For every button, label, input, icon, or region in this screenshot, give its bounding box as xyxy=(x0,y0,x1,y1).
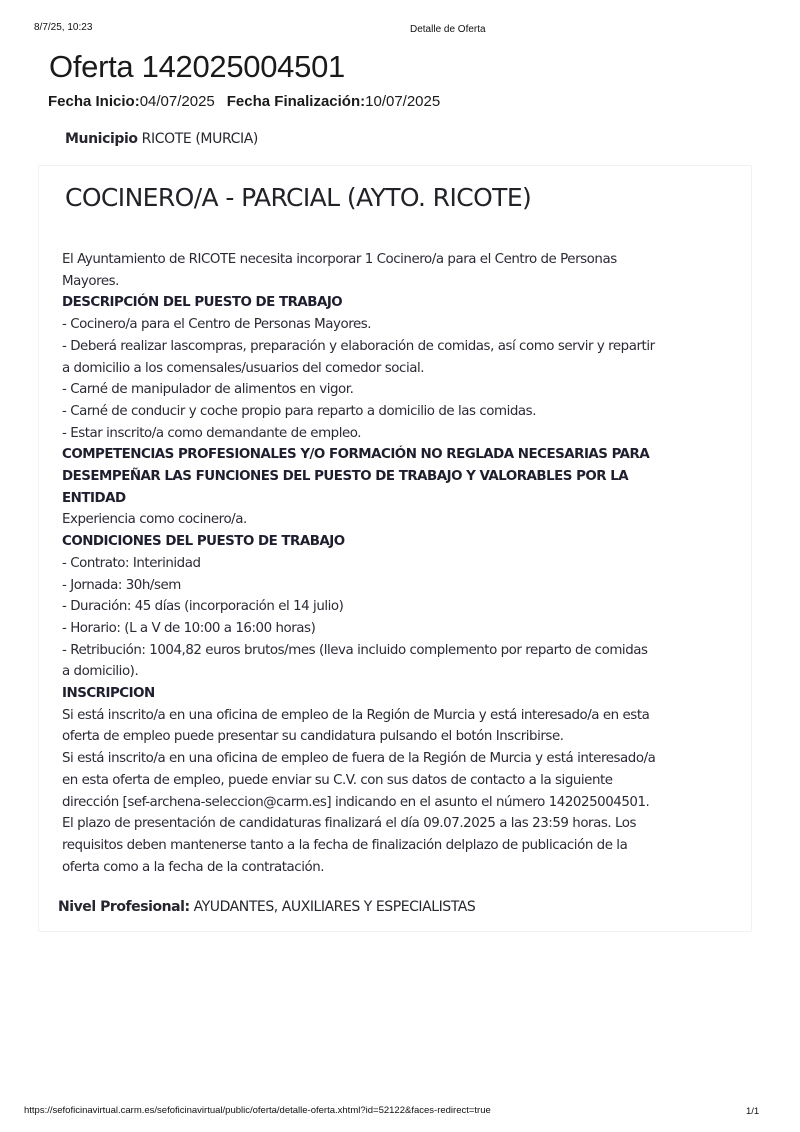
body-line: Experiencia como cocinero/a. xyxy=(62,512,247,528)
body-line: El plazo de presentación de candidaturas finalizará el día 09.07.2025 a las 23:59 horas. Los xyxy=(62,816,637,832)
body-line: - Carné de conducir y coche propio para reparto a domicilio de las comidas. xyxy=(62,403,537,419)
body-line: oferta de empleo puede presentar su candidatura pulsando el botón Inscribirse. xyxy=(62,729,564,745)
section-heading: DESEMPEÑAR LAS FUNCIONES DEL PUESTO DE TRABAJO Y VALORABLES POR LA xyxy=(62,469,629,485)
body-line: dirección [sef-archena-seleccion@carm.es] indicando en el asunto el número 142025004501. xyxy=(62,794,650,810)
municipio-label: Municipio xyxy=(65,131,138,147)
offer-title: Oferta 142025004501 xyxy=(49,49,345,84)
print-datetime: 8/7/25, 10:23 xyxy=(34,22,93,33)
start-date-value: 04/07/2025 xyxy=(139,93,215,110)
municipio xyxy=(65,131,258,147)
end-date-label: Fecha Finalización: xyxy=(226,93,366,110)
job-title: COCINERO/A - PARCIAL (AYTO. RICOTE) xyxy=(65,183,532,212)
body-line: - Jornada: 30h/sem xyxy=(62,577,181,593)
body-line: Mayores. xyxy=(62,273,119,289)
body-line: Si está inscrito/a en una oficina de empleo de la Región de Murcia y está interesado/a en esta xyxy=(62,707,650,723)
body-line: - Retribución: 1004,82 euros brutos/mes (lleva incluido complemento por reparto de comidas xyxy=(62,642,648,658)
body-line: - Estar inscrito/a como demandante de empleo. xyxy=(62,425,362,441)
body-line: - Carné de manipulador de alimentos en vigor. xyxy=(62,382,354,398)
section-heading: CONDICIONES DEL PUESTO DE TRABAJO xyxy=(62,534,345,550)
section-heading: INSCRIPCION xyxy=(62,686,155,702)
body-line: El Ayuntamiento de RICOTE necesita incorporar 1 Cocinero/a para el Centro de Personas xyxy=(62,252,617,267)
end-date-value: 10/07/2025 xyxy=(365,93,441,110)
section-heading: ENTIDAD xyxy=(62,490,126,506)
offer-dates xyxy=(48,93,440,110)
start-date-label: Fecha Inicio: xyxy=(48,93,140,110)
body-line: a domicilio). xyxy=(62,664,139,680)
section-heading: COMPETENCIAS PROFESIONALES Y/O FORMACIÓN NO REGLADA NECESARIAS PARA xyxy=(62,447,650,463)
nivel-label: Nivel Profesional: xyxy=(58,899,190,915)
body-line: - Contrato: Interinidad xyxy=(62,555,201,571)
body-line: Si está inscrito/a en una oficina de empleo de fuera de la Región de Murcia y está interesado/a xyxy=(62,751,656,767)
page-number: 1/1 xyxy=(746,1106,760,1117)
nivel-profesional xyxy=(58,899,475,915)
section-heading: DESCRIPCIÓN DEL PUESTO DE TRABAJO xyxy=(62,295,343,311)
body-line: oferta como a la fecha de la contratación. xyxy=(62,859,325,875)
print-page-title: Detalle de Oferta xyxy=(410,24,486,35)
body-line: a domicilio a los comensales/usuarios del comedor social. xyxy=(62,360,425,376)
body-line: en esta oferta de empleo, puede enviar su C.V. con sus datos de contacto a la siguiente xyxy=(62,772,613,788)
municipio-value: RICOTE (MURCIA) xyxy=(141,131,258,147)
body-line: - Duración: 45 días (incorporación el 14 julio) xyxy=(62,599,344,615)
body-line: - Cocinero/a para el Centro de Personas Mayores. xyxy=(62,317,372,333)
nivel-value: AYUDANTES, AUXILIARES Y ESPECIALISTAS xyxy=(193,899,476,915)
body-line: - Deberá realizar lascompras, preparación y elaboración de comidas, así como servir y repartir xyxy=(62,338,655,354)
print-url: https://sefoficinavirtual.carm.es/sefoficinavirtual/public/oferta/detalle-oferta.xhtml?id=52122&faces-redirect=true xyxy=(24,1105,491,1116)
offer-description xyxy=(62,249,742,878)
body-line: - Horario: (L a V de 10:00 a 16:00 horas) xyxy=(62,620,316,636)
body-line: requisitos deben mantenerse tanto a la fecha de finalización delplazo de publicación de la xyxy=(62,837,628,853)
